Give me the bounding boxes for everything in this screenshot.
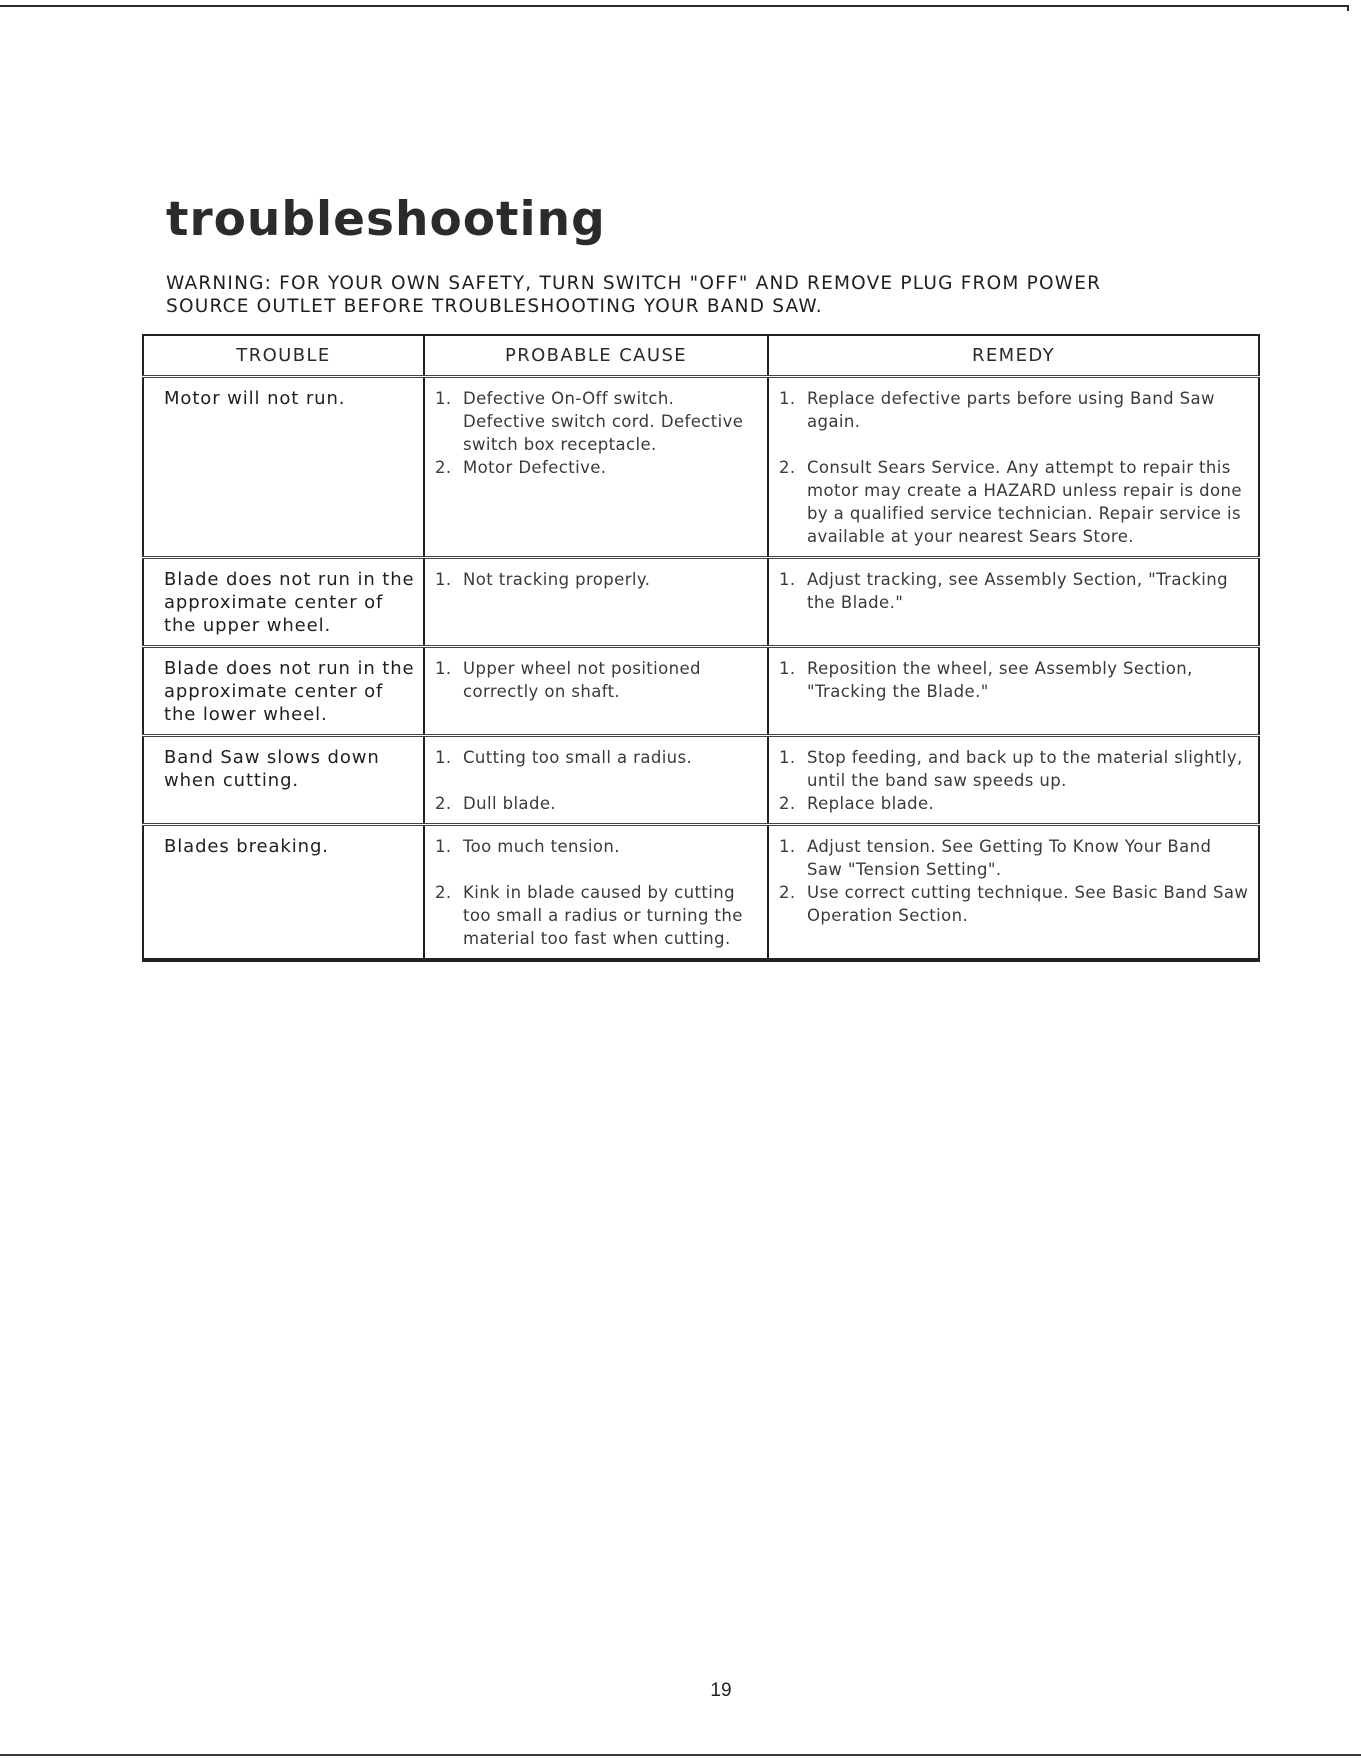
cause-item	[435, 835, 761, 858]
item-number: 2.	[779, 883, 796, 902]
item-number: 1.	[779, 837, 796, 856]
cause-cell	[424, 558, 768, 647]
remedy-item	[779, 657, 1252, 703]
table-row	[143, 558, 1259, 647]
item-number: 1.	[779, 659, 796, 678]
remedy-item	[779, 568, 1252, 614]
item-text: Motor Defective.	[463, 458, 607, 477]
item-number: 2.	[779, 458, 796, 477]
item-text: Not tracking properly.	[463, 570, 651, 589]
warning-line-2: SOURCE OUTLET BEFORE TROUBLESHOOTING YOUR BAND SAW.	[166, 296, 823, 317]
item-text: Replace defective parts before using Band Saw again.	[807, 389, 1215, 431]
item-number: 1.	[435, 837, 452, 856]
cause-item	[435, 881, 761, 950]
cause-item	[435, 387, 761, 456]
remedy-cell	[768, 647, 1259, 736]
table-header-row	[143, 335, 1259, 377]
remedy-item	[779, 835, 1252, 881]
item-text: Too much tension.	[463, 837, 620, 856]
item-text: Dull blade.	[463, 794, 557, 813]
cause-item	[435, 568, 761, 591]
trouble-cell: Blade does not run in the approximate center of the upper wheel.	[143, 558, 424, 647]
table-row	[143, 647, 1259, 736]
item-number: 1.	[779, 389, 796, 408]
item-text: Reposition the wheel, see Assembly Section, "Tracking the Blade."	[807, 659, 1193, 701]
table-row	[143, 825, 1259, 961]
item-number: 2.	[779, 794, 796, 813]
item-text: Upper wheel not positioned correctly on shaft.	[463, 659, 701, 701]
trouble-cell: Band Saw slows down when cutting.	[143, 736, 424, 825]
item-number: 2.	[435, 458, 452, 477]
top-rule	[0, 5, 1349, 7]
item-number: 2.	[435, 794, 452, 813]
remedy-item	[779, 792, 1252, 815]
item-number: 1.	[435, 659, 452, 678]
item-number: 2.	[435, 883, 452, 902]
remedy-item	[779, 746, 1252, 792]
item-text: Stop feeding, and back up to the material slightly, until the band saw speeds up.	[807, 748, 1243, 790]
warning-line-1: WARNING: FOR YOUR OWN SAFETY, TURN SWITCH "OFF" AND REMOVE PLUG FROM POWER	[166, 273, 1102, 294]
cause-cell	[424, 825, 768, 961]
cause-cell	[424, 736, 768, 825]
item-text: Cutting too small a radius.	[463, 748, 693, 767]
cause-item	[435, 456, 761, 479]
item-number: 1.	[779, 570, 796, 589]
item-text: Use correct cutting technique. See Basic Band Saw Operation Section.	[807, 883, 1249, 925]
remedy-cell	[768, 558, 1259, 647]
table-row	[143, 377, 1259, 558]
item-number: 1.	[435, 570, 452, 589]
item-number: 1.	[435, 748, 452, 767]
item-text: Consult Sears Service. Any attempt to repair this motor may create a HAZARD unless repair is done by a qualified service technician. Repair service is available at your nearest Sears Store.	[807, 458, 1242, 546]
cause-item	[435, 657, 761, 703]
cause-item	[435, 746, 761, 769]
remedy-item	[779, 387, 1252, 433]
top-rule-tick	[1347, 5, 1349, 11]
item-text: Defective On-Off switch. Defective switch cord. Defective switch box receptacle.	[463, 389, 744, 454]
cause-cell	[424, 377, 768, 558]
remedy-cell	[768, 377, 1259, 558]
trouble-cell: Blades breaking.	[143, 825, 424, 961]
trouble-cell: Motor will not run.	[143, 377, 424, 558]
page-title: troubleshooting	[166, 192, 606, 247]
bottom-rule	[0, 1754, 1361, 1756]
troubleshooting-table	[142, 334, 1260, 962]
remedy-item	[779, 881, 1252, 927]
cause-cell	[424, 647, 768, 736]
item-text: Adjust tension. See Getting To Know Your Band Saw "Tension Setting".	[807, 837, 1212, 879]
header-remedy: REMEDY	[768, 335, 1259, 377]
remedy-cell	[768, 736, 1259, 825]
remedy-item	[779, 456, 1252, 548]
item-text: Replace blade.	[807, 794, 935, 813]
cause-item	[435, 792, 761, 815]
trouble-cell: Blade does not run in the approximate center of the lower wheel.	[143, 647, 424, 736]
safety-warning	[166, 272, 1236, 318]
header-trouble: TROUBLE	[143, 335, 424, 377]
item-number: 1.	[435, 389, 452, 408]
item-text: Kink in blade caused by cutting too small a radius or turning the material too fast when cutting.	[463, 883, 743, 948]
page-number: 19	[710, 1680, 732, 1701]
remedy-cell	[768, 825, 1259, 961]
header-probable-cause: PROBABLE CAUSE	[424, 335, 768, 377]
item-text: Adjust tracking, see Assembly Section, "Tracking the Blade."	[807, 570, 1229, 612]
table-row	[143, 736, 1259, 825]
item-number: 1.	[779, 748, 796, 767]
